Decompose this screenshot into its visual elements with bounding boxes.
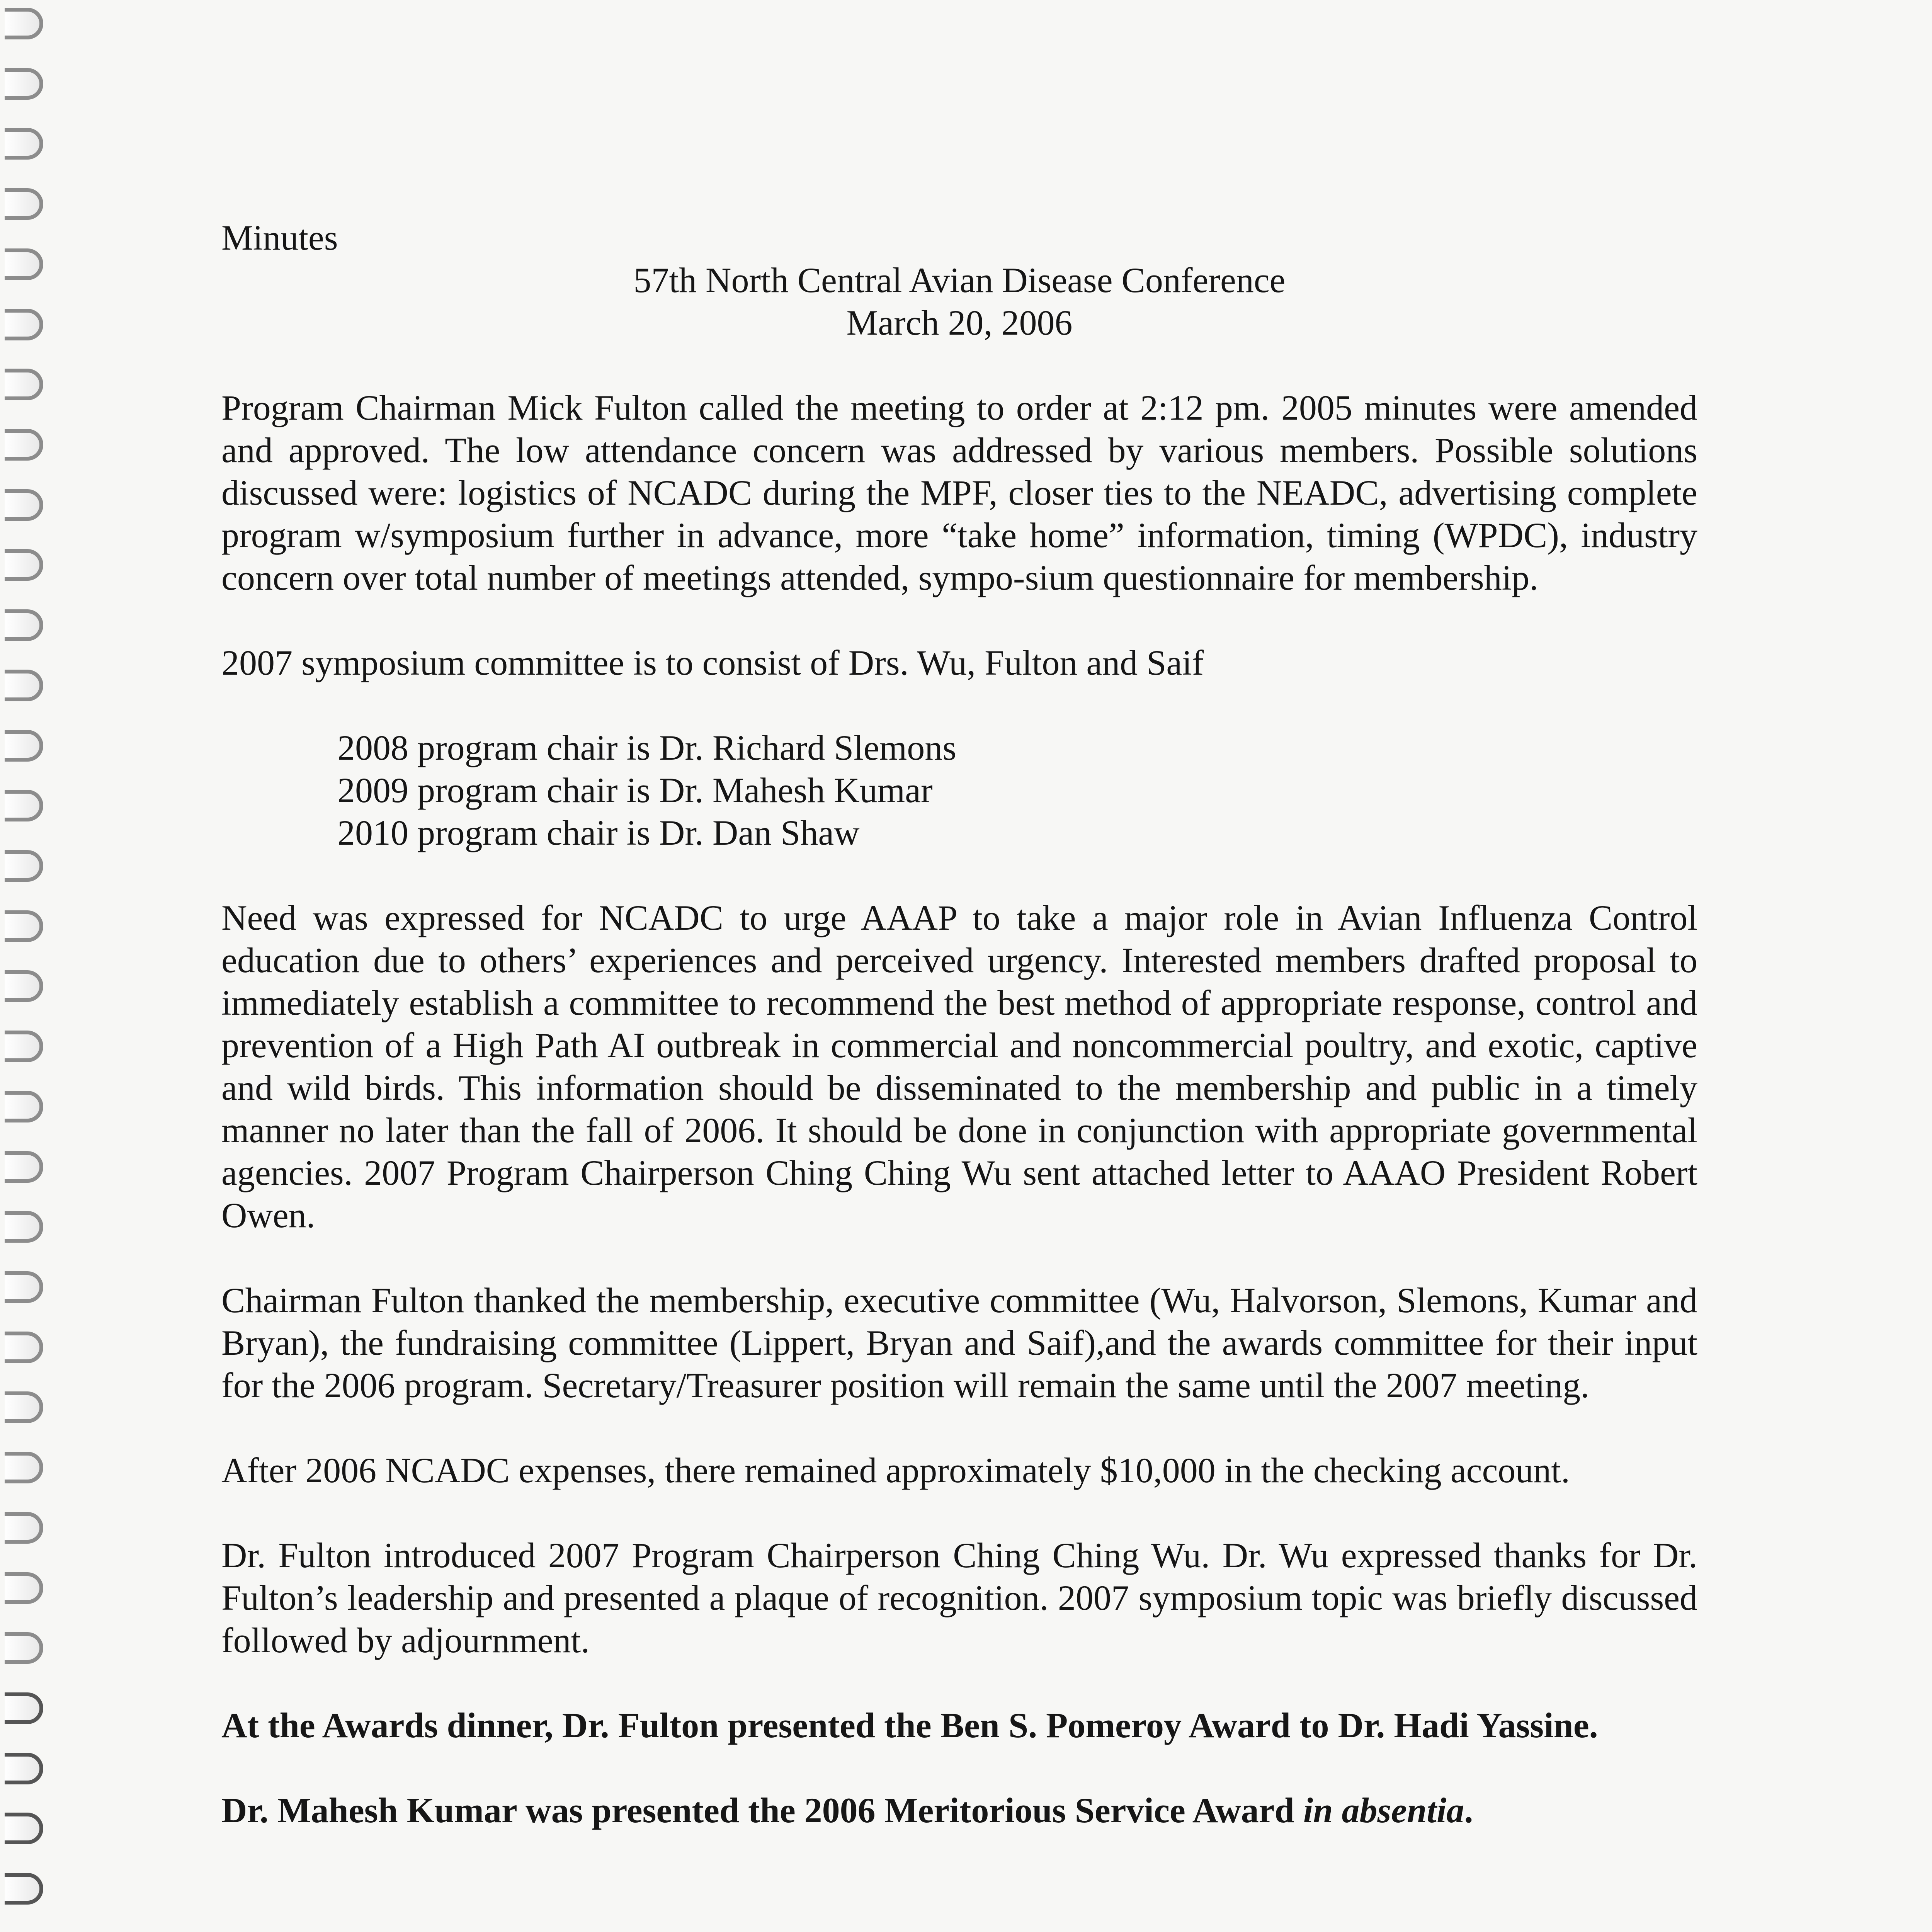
document-label: Minutes xyxy=(221,218,338,257)
spiral-ring xyxy=(5,8,43,39)
paragraph-meritorious-award xyxy=(221,1789,1697,1832)
spiral-ring xyxy=(5,549,43,581)
spiral-ring xyxy=(5,128,43,160)
spiral-ring xyxy=(5,970,43,1002)
spiral-ring xyxy=(5,248,43,280)
conference-date: March 20, 2006 xyxy=(846,303,1073,342)
paragraph-pomeroy-award: At the Awards dinner, Dr. Fulton presented the Ben S. Pomeroy Award to Dr. Hadi Yassine. xyxy=(221,1706,1598,1745)
paragraph-expenses: After 2006 NCADC expenses, there remained approximately $10,000 in the checking account. xyxy=(221,1451,1570,1490)
paragraph-opening: Program Chairman Mick Fulton called the meeting to order at 2:12 pm. 2005 minutes were amended and approved. The low attendance concern was addressed by various members. Possible solutions discussed were: logistics of NCADC during the MPF, closer ties to the NEADC, advertising complete program w/symposium further in advance, more “take home” information, timing (WPDC), industry concern over total number of meetings attended, sympo-sium questionnaire for membership. xyxy=(221,388,1697,597)
paragraph-avian-influenza: Need was expressed for NCADC to urge AAAP to take a major role in Avian Influenza Control education due to others’ experiences and perceived urgency. Interested members drafted proposal to immediately establish a committee to recommend the best method of appropriate response, control and prevention of a High Path AI outbreak in commercial and noncommercial poultry, and exotic, captive and wild birds. This information should be disseminated to the membership and public in a timely manner no later than the fall of 2006. It should be done in conjunction with appropriate governmental agencies. 2007 Program Chairperson Ching Ching Wu sent attached letter to AAAO President Robert Owen. xyxy=(221,898,1697,1235)
spiral-ring xyxy=(5,1391,43,1423)
spiral-ring xyxy=(5,1753,43,1784)
program-chair-2009: 2009 program chair is Dr. Mahesh Kumar xyxy=(337,770,933,810)
spiral-ring xyxy=(5,1271,43,1303)
spiral-binding xyxy=(0,0,66,1932)
paragraph-introduction: Dr. Fulton introduced 2007 Program Chairperson Ching Ching Wu. Dr. Wu expressed thanks for Dr. Fulton’s leadership and presented a plaque of recognition. 2007 symposium topic was briefly discussed followed by adjournment. xyxy=(221,1536,1697,1660)
meritorious-award-text: Dr. Mahesh Kumar was presented the 2006 Meritorious Service Award xyxy=(221,1791,1303,1830)
meritorious-award-end: . xyxy=(1464,1791,1473,1830)
spiral-ring xyxy=(5,1692,43,1724)
spiral-ring xyxy=(5,910,43,942)
spiral-ring xyxy=(5,1813,43,1844)
spiral-ring xyxy=(5,68,43,100)
spiral-ring xyxy=(5,1091,43,1122)
spiral-ring xyxy=(5,1332,43,1363)
paragraph-thanks: Chairman Fulton thanked the membership, executive committee (Wu, Halvorson, Slemons, Kumar and Bryan), the fundraising committee (Lippert, Bryan and Saif),and the awards committee for their input for the 2006 program. Secretary/Treasurer position will remain the same until the 2007 meeting. xyxy=(221,1281,1697,1405)
program-chair-2008: 2008 program chair is Dr. Richard Slemons xyxy=(337,728,957,767)
spiral-ring xyxy=(5,489,43,521)
spiral-ring xyxy=(5,730,43,762)
spiral-ring xyxy=(5,1151,43,1183)
spiral-ring xyxy=(5,790,43,821)
spiral-ring xyxy=(5,609,43,641)
spiral-ring xyxy=(5,309,43,340)
spiral-ring xyxy=(5,1211,43,1243)
spiral-ring xyxy=(5,369,43,400)
spiral-ring xyxy=(5,850,43,882)
spiral-ring xyxy=(5,1632,43,1664)
program-chair-list xyxy=(337,726,1697,854)
spiral-ring xyxy=(5,1031,43,1062)
spiral-ring xyxy=(5,1452,43,1483)
spiral-ring xyxy=(5,670,43,701)
spiral-ring xyxy=(5,1512,43,1544)
spiral-ring xyxy=(5,429,43,461)
spiral-ring xyxy=(5,1572,43,1604)
meritorious-award-italic: in absentia xyxy=(1303,1791,1464,1830)
conference-title: 57th North Central Avian Disease Conference xyxy=(633,260,1286,300)
program-chair-2010: 2010 program chair is Dr. Dan Shaw xyxy=(337,813,860,852)
paragraph-symposium-committee: 2007 symposium committee is to consist of Drs. Wu, Fulton and Saif xyxy=(221,643,1204,682)
conference-title-block xyxy=(221,259,1697,344)
document-body xyxy=(221,216,1697,1832)
spiral-ring xyxy=(5,1873,43,1905)
spiral-ring xyxy=(5,188,43,220)
